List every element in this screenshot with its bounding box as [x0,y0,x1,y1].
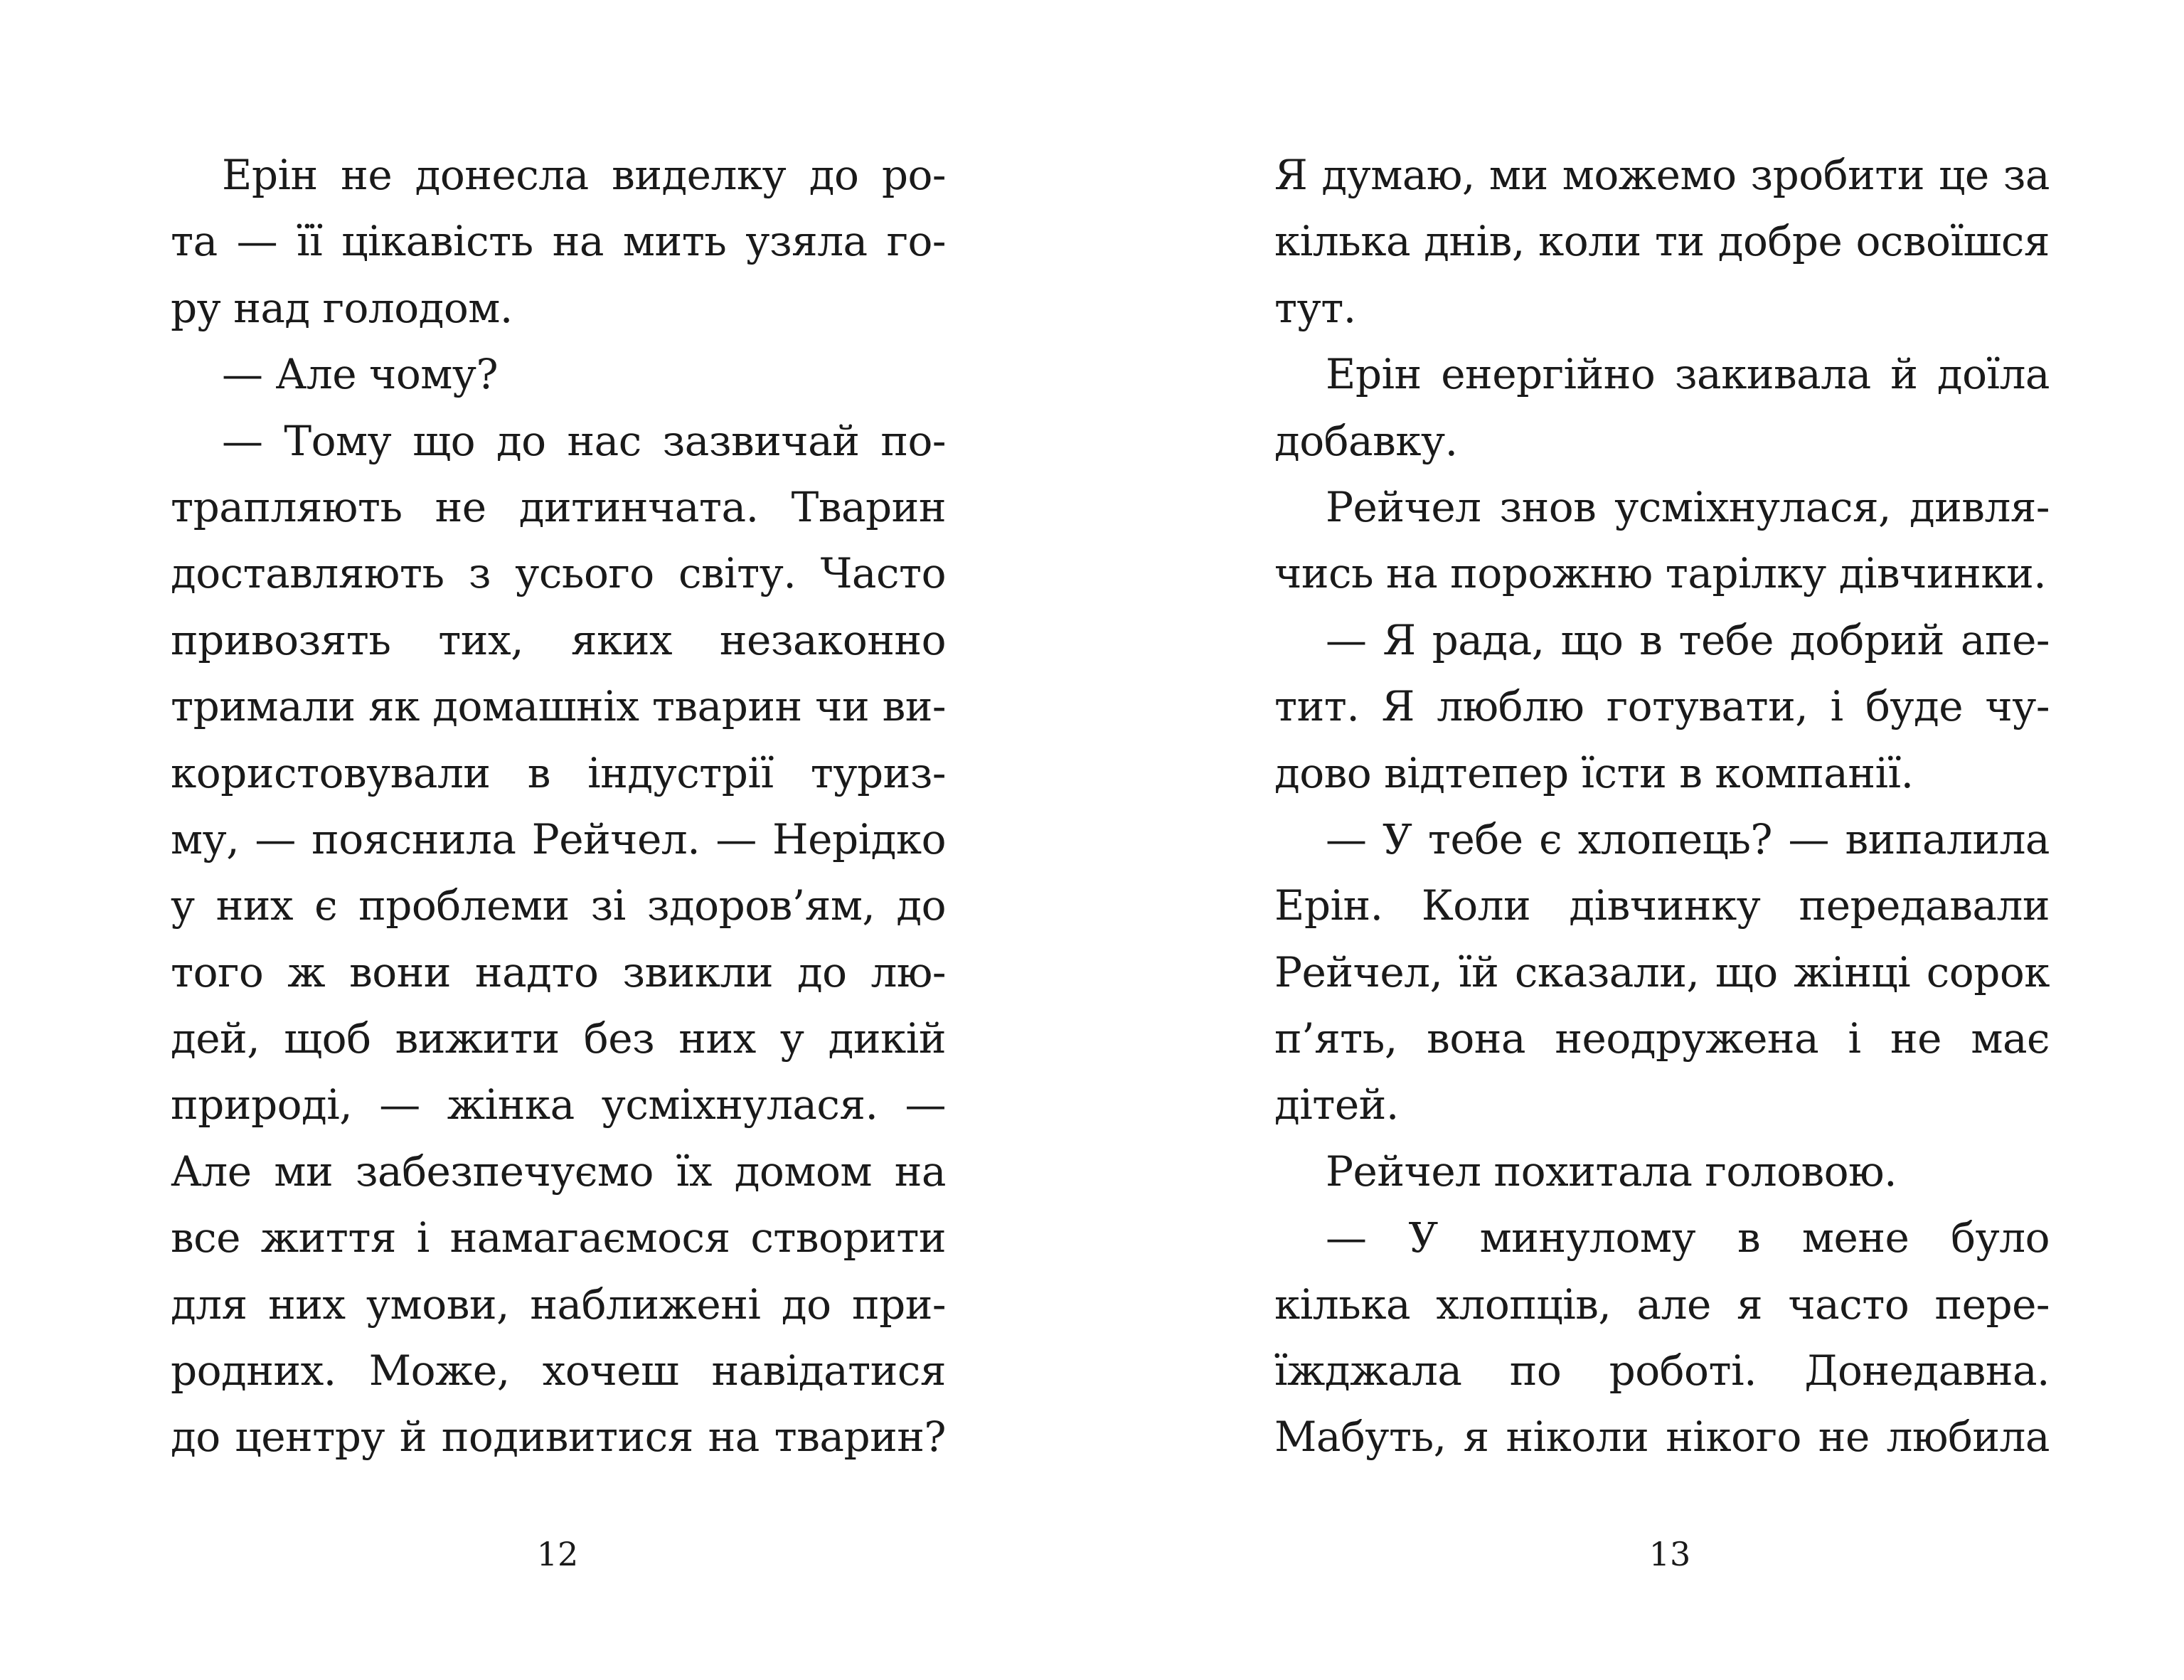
page-number: 13 [1648,1535,1691,1573]
text-line: дово відтепер їсти в компанії. [1274,748,1914,797]
text-line: — Я рада, що в тебе добрий апе- [1326,615,2050,664]
text-line: до центру й подивитися на тварин? [171,1413,946,1462]
text-line: — У тебе є хлопець? — випалила [1326,814,2050,863]
text-line: для них умови, наближені до при- [171,1280,946,1329]
text-line: користовували в індустрії туриз- [171,748,946,797]
text-line: — Тому що до нас зазвичай по- [222,416,946,465]
text-line: Рейчел знов усміхнулася, дивля- [1326,482,2050,531]
text-line: все життя і намагаємося створити [171,1213,946,1262]
text-line: їжджала по роботі. Донедавна. [1274,1346,2050,1395]
left-page-text [171,142,946,1471]
text-line: тит. Я люблю готувати, і буде чу- [1274,682,2050,731]
text-line: Але ми забезпечуємо їх домом на [171,1147,946,1196]
text-line: — Але чому? [222,350,499,399]
text-line: у них є проблеми зі здоров’ям, до [171,881,946,930]
text-line: п’ять, вона неодружена і не має [1274,1014,2050,1063]
text-line: Ерін. Коли дівчинку передавали [1274,881,2050,930]
text-line: дітей. [1274,1080,1399,1129]
text-line: Ерін енергійно закивала й доїла [1326,350,2050,399]
text-line: доставляють з усього світу. Часто [171,549,946,598]
text-line: Рейчел, їй сказали, що жінці сорок [1274,947,2050,996]
text-line: та — її цікавість на мить узяла го- [171,217,946,266]
text-line: — У минулому в мене було [1326,1213,2050,1262]
text-line: добавку. [1274,416,1458,465]
text-line: ру над голодом. [171,283,513,332]
text-line: природі, — жінка усміхнулася. — [171,1080,946,1129]
text-line: родних. Може, хочеш навідатися [171,1346,946,1395]
text-line: Ерін не донесла виделку до ро- [222,151,946,199]
text-line: трапляють не дитинчата. Тварин [171,482,946,531]
text-line: кілька днів, коли ти добре освоїшся [1274,217,2050,266]
text-line: му, — пояснила Рейчел. — Нерідко [171,814,946,863]
text-line: того ж вони надто звикли до лю- [171,947,946,996]
text-line: кілька хлопців, але я часто пере- [1274,1280,2050,1329]
right-page [1092,0,2184,1680]
text-line: чись на порожню тарілку дівчинки. [1274,549,2047,598]
text-line: Я думаю, ми можемо зробити це за [1274,151,2050,199]
text-line: Рейчел похитала головою. [1326,1147,1897,1196]
text-line: привозять тих, яких незаконно [171,615,946,664]
text-line: Мабуть, я ніколи нікого не любила [1274,1413,2050,1462]
page-number: 12 [536,1535,579,1573]
right-page-text [1274,142,2050,1471]
text-line: дей, щоб вижити без них у дикій [171,1014,946,1063]
text-line: тримали як домашніх тварин чи ви- [171,682,946,731]
text-line: тут. [1274,283,1356,332]
